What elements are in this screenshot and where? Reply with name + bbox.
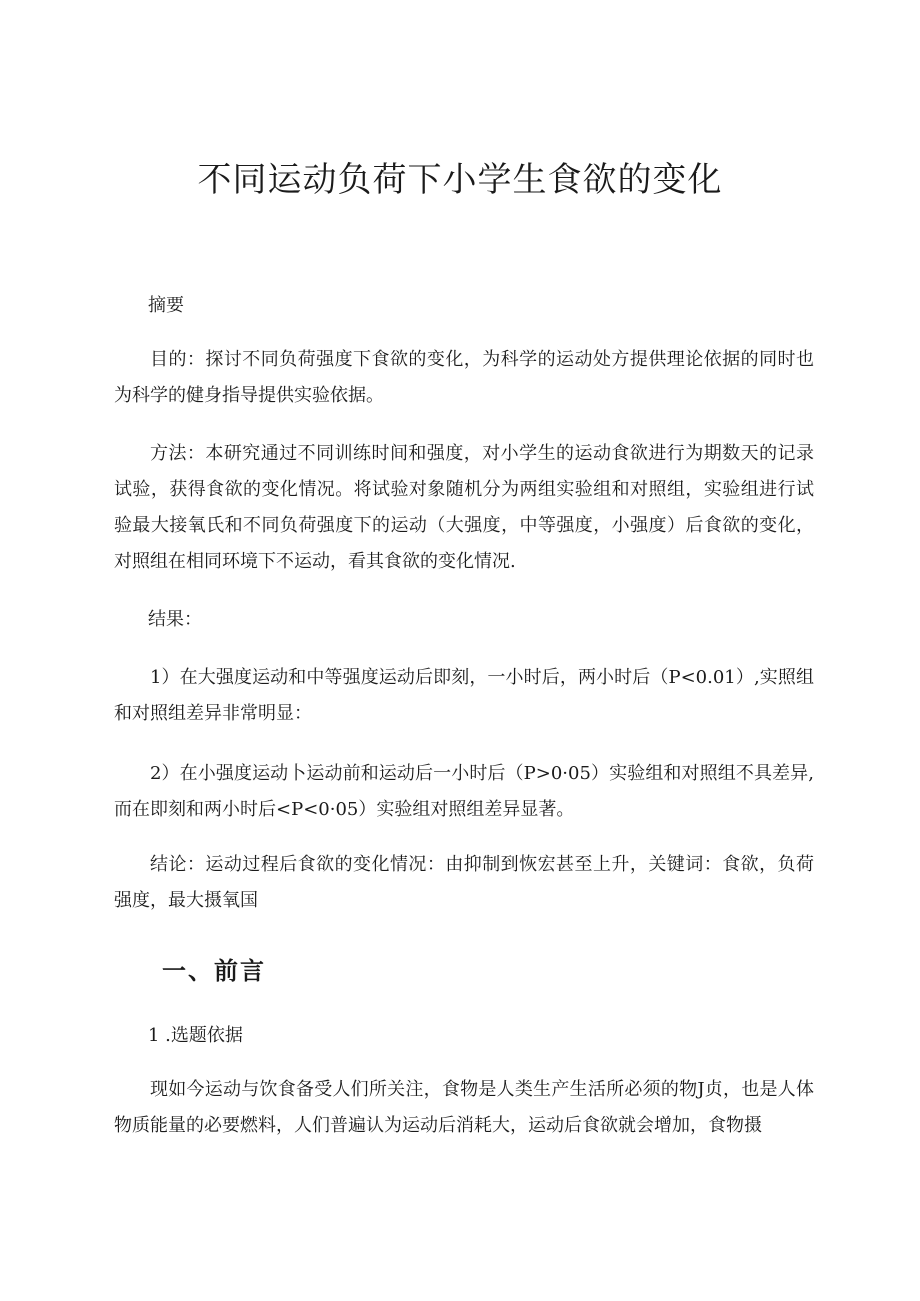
subsection-heading-topic-basis: 1 .选题依据: [148, 1025, 243, 1046]
abstract-heading: 摘要: [148, 295, 184, 316]
abstract-purpose: 目的：探讨不同负荷强度下食欲的变化，为科学的运动处方提供理论依据的同时也为科学的健身指导提供实验依据。: [114, 349, 814, 406]
intro-paragraph: 现如今运动与饮食备受人们所关注，食物是人类生产生活所必须的物J贞，也是人体物质能量的必要燃料，人们普遍认为运动后消耗大，运动后食欲就会增加，食物摄: [114, 1079, 814, 1136]
abstract-method: 方法：本研究通过不同训练时间和强度，对小学生的运动食欲进行为期数天的记录试验，获得食欲的变化情况。将试验对象随机分为两组实验组和对照组，实验组进行试验最大接氧氏和不同负荷强度下的运动（大强度，中等强度，小强度）后食欲的变化，对照组在相同环境下不运动，看其食欲的变化情况.: [114, 443, 814, 572]
abstract-conclusion: 结论：运动过程后食欲的变化情况：由抑制到恢宏甚至上升，关键词：食欲，负荷强度，最大摄氧国: [114, 854, 814, 911]
results-heading: 结果：: [148, 609, 202, 630]
result-item-2: 2）在小强度运动卜运动前和运动后一小时后（P>0·05）实验组和对照组不具差异,而在即刻和两小时后<P<0·05）实验组对照组差异显著。: [114, 763, 814, 820]
document-title: 不同运动负荷下小学生食欲的变化: [197, 160, 723, 200]
result-item-1: 1）在大强度运动和中等强度运动后即刻，一小时后，两小时后（P<0.01）,实照组和对照组差异非常明显：: [114, 667, 814, 724]
section-heading-introduction: 一、前言: [162, 956, 266, 985]
